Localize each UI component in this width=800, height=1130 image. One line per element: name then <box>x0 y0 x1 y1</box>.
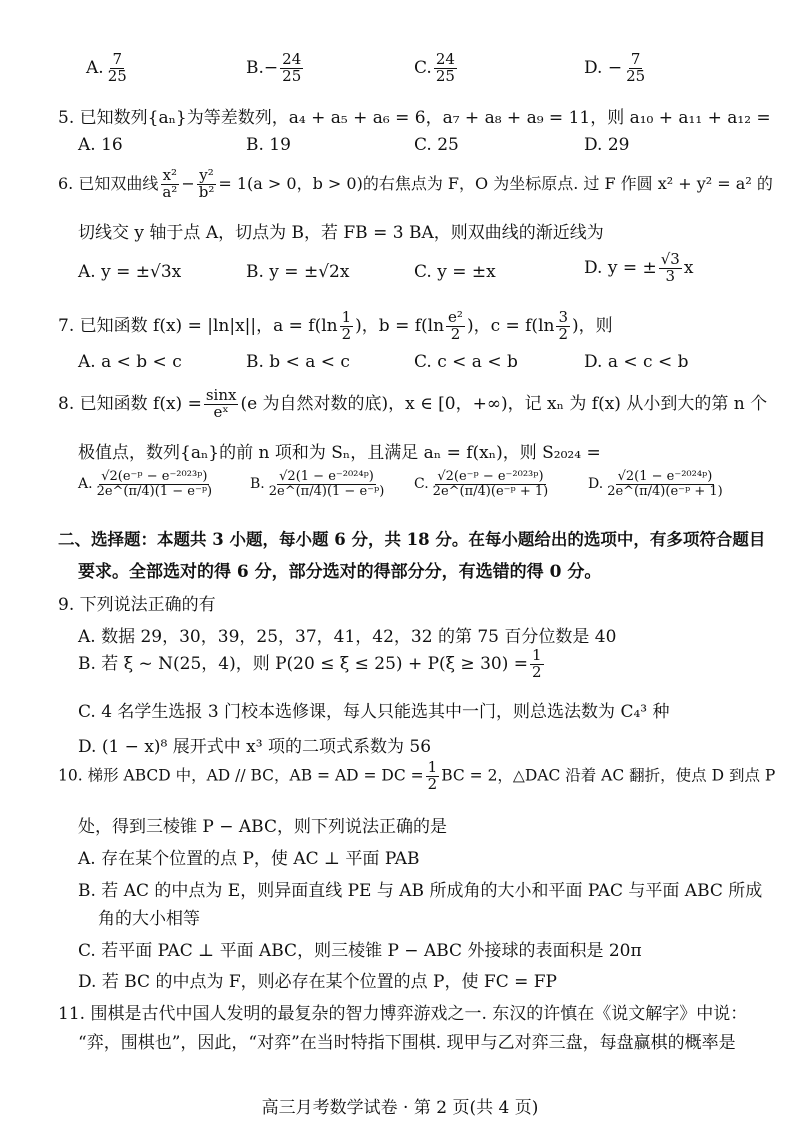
page-footer: 高三月考数学试卷 · 第 2 页(共 4 页) <box>261 1098 539 1118</box>
q10-stem-line2: 处，得到三棱锥 P − ABC，则下列说法正确的是 <box>78 817 447 837</box>
section2-heading: 二、选择题：本题共 3 小题，每小题 6 分，共 18 分。在每小题给出的选项中，有多项符合题目 <box>58 530 766 549</box>
q5-stem: 5. 已知数列{aₙ}为等差数列，a₄ + a₅ + a₆ = 6，a₇ + a₈ + a₉ = 11，则 a₁₀ + a₁₁ + a₁₂ = <box>58 108 771 128</box>
q10-option-b: B. 若 AC 的中点为 E，则异面直线 PE 与 AB 所成角的大小和平面 PAC 与平面 ABC 所成 <box>78 881 763 901</box>
q8-option-c: C. $\frac{\text{√2(e⁻ᵖ − e⁻²⁰²³ᵖ)}}{\text{2e\textasciicircum{}(π/4)(e⁻ᵖ + 1)}}$ <box>414 469 549 499</box>
q4-option-d: D. − $\frac{7}{25}$ <box>584 50 646 85</box>
q7-stem: 7. 已知函数 f(x) = |ln|x||，a = f(ln $\frac{1}{2}$ )，b = f(ln $\frac{\text{e²}}{2}$ )，c = f(ln $\frac{3}{2}$ )，则 <box>58 308 613 343</box>
q8-option-b: B. $\frac{\text{√2(1 − e⁻²⁰²⁴ᵖ)}}{\text{2e\textasciicircum{}(π/4)(1 − e⁻ᵖ)}}$ <box>250 469 385 499</box>
q8-option-a: A. $\frac{\text{√2(e⁻ᵖ − e⁻²⁰²³ᵖ)}}{\text{2e\textasciicircum{}(π/4)(1 − e⁻ᵖ)}}$ <box>78 469 213 499</box>
q9-option-b: B. 若 ξ ~ N(25，4)，则 P(20 ≤ ξ ≤ 25) + P(ξ ≥ 30) = $\frac{1}{2}$ <box>78 646 542 681</box>
q4-option-b: B.− $\frac{24}{25}$ <box>246 50 302 85</box>
q5-option-d: D. 29 <box>584 135 630 155</box>
q8-stem: 8. 已知函数 f(x) = $\frac{\sin x}{\text{eˣ}}$ (e 为自然对数的底)，x ∈ [0，+∞)，记 xₙ 为 f(x) 从小到大的第 n 个 <box>58 386 768 421</box>
q4-option-c: C. $\frac{24}{25}$ <box>414 50 455 85</box>
q7-option-a: A. a < b < c <box>78 352 182 372</box>
q5-option-c: C. 25 <box>414 135 459 155</box>
q10-stem: 10. 梯形 ABCD 中，AD // BC，AB = AD = DC = $\frac{1}{2}$ BC = 2，△DAC 沿着 AC 翻折，使点 D 到点 P <box>58 758 776 793</box>
q8-option-d: D. $\frac{\text{√2(1 − e⁻²⁰²⁴ᵖ)}}{\text{2e\textasciicircum{}(π/4)(e⁻ᵖ + 1)}}$ <box>588 469 723 499</box>
q9-option-c: C. 4 名学生选报 3 门校本选修课，每人只能选其中一门，则总选法数为 C₄³ 种 <box>78 702 670 722</box>
section2-heading-line2: 要求。全部选对的得 6 分，部分选对的得部分分，有选错的得 0 分。 <box>78 562 602 582</box>
q8-stem-line2: 极值点，数列{aₙ}的前 n 项和为 Sₙ，且满足 aₙ = f(xₙ)，则 S₂₀₂₄ = <box>78 443 601 463</box>
q7-option-b: B. b < a < c <box>246 352 350 372</box>
q9-stem: 9. 下列说法正确的有 <box>58 595 216 615</box>
q11-stem: 11. 围棋是古代中国人发明的最复杂的智力博弈游戏之一. 东汉的许慎在《说文解字》中说： <box>58 1004 748 1024</box>
q10-option-c: C. 若平面 PAC ⊥ 平面 ABC，则三棱锥 P − ABC 外接球的表面积是 20π <box>78 941 642 961</box>
q5-option-a: A. 16 <box>78 135 123 155</box>
q10-option-d: D. 若 BC 的中点为 F，则必存在某个位置的点 P，使 FC = FP <box>78 972 557 992</box>
q4-option-a: A. $\frac{7}{25}$ <box>86 50 127 85</box>
q6-stem: 6. 已知双曲线 $\frac{\text{x²}}{\text{a²}}$ − $\frac{\text{y²}}{\text{b²}}$ = 1(a > 0，b > 0)的右焦点为 F，O 为坐标原点. 过 F 作圆 x² + y² = a² 的 <box>58 166 773 201</box>
q6-stem-line2: 切线交 y 轴于点 A，切点为 B，若 FB = 3 BA，则双曲线的渐近线为 <box>78 223 604 243</box>
q10-option-b-line2: 角的大小相等 <box>98 909 200 929</box>
q6-option-b: B. y = ±√2x <box>246 262 350 282</box>
q11-stem-line2: “弈，围棋也”，因此，“对弈”在当时特指下围棋. 现甲与乙对弈三盘，每盘赢棋的概率是 <box>78 1033 736 1053</box>
q7-option-c: C. c < a < b <box>414 352 518 372</box>
q6-option-d: D. y = ± $\frac{√3}{3}$ x <box>584 250 694 285</box>
q7-option-d: D. a < c < b <box>584 352 689 372</box>
q9-option-a: A. 数据 29，30，39，25，37，41，42，32 的第 75 百分位数是 40 <box>78 627 617 647</box>
q6-option-a: A. y = ±√3x <box>78 262 182 282</box>
q5-option-b: B. 19 <box>246 135 291 155</box>
q10-option-a: A. 存在某个位置的点 P，使 AC ⊥ 平面 PAB <box>78 849 420 869</box>
q9-option-d: D. (1 − x)⁸ 展开式中 x³ 项的二项式系数为 56 <box>78 737 432 757</box>
q6-option-c: C. y = ±x <box>414 262 496 282</box>
